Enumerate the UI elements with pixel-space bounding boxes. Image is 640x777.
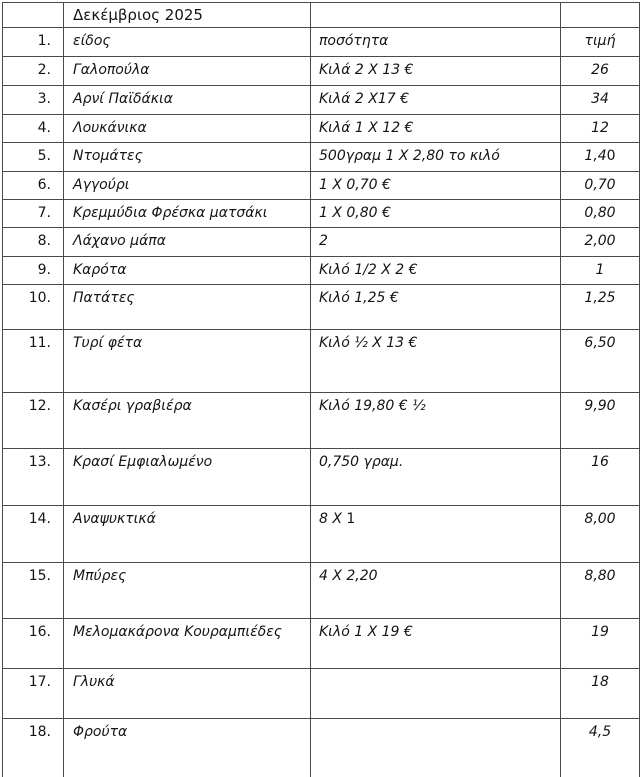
price-cell: 8,80 [561,563,640,619]
qty-cell: 2 [311,228,561,257]
qty-italic-part: 8 X [319,511,347,527]
item-cell: Κασέρι γραβιέρα [64,393,311,449]
qty-cell [311,669,561,719]
item-cell: Μελομακάρονα Κουραμπιέδες [64,619,311,669]
item-cell: Γλυκά [64,669,311,719]
item-cell: Μπύρες [64,563,311,619]
qty-cell: 500γραμ 1 X 2,80 το κιλό [311,143,561,172]
row-number-cell: 1. [3,28,64,57]
qty-cell: Κιλά 1 X 12 € [311,115,561,143]
table-row [3,669,640,719]
table-row [3,393,640,449]
row-number-cell: 11. [3,330,64,393]
price-upright-part: 0 [606,148,616,164]
table-row [3,449,640,506]
price-cell: 2,00 [561,228,640,257]
month-title: Δεκέμβριος 2025 [64,3,311,28]
qty-cell: 1 X 0,80 € [311,200,561,228]
qty-cell: Κιλό 1 X 19 € [311,619,561,669]
table-row [3,719,640,777]
qty-cell: Κιλό 19,80 € ½ [311,393,561,449]
row-number-cell: 14. [3,506,64,563]
row-number-cell [3,3,64,28]
row-number-cell: 5. [3,143,64,172]
row-number-cell: 6. [3,172,64,200]
item-cell: Ντομάτες [64,143,311,172]
price-cell: 1 [561,257,640,285]
table-row [3,330,640,393]
price-cell: 8,00 [561,506,640,563]
item-cell: Κρασί Εμφιαλωμένο [64,449,311,506]
table-row [3,28,640,57]
qty-cell [311,3,561,28]
item-cell: Φρούτα [64,719,311,777]
qty-cell: 1 X 0,70 € [311,172,561,200]
table-row [3,563,640,619]
row-number-cell: 17. [3,669,64,719]
price-cell: 0,80 [561,200,640,228]
price-cell: 9,90 [561,393,640,449]
row-number-cell: 2. [3,57,64,86]
table-row [3,200,640,228]
price-cell: 1,25 [561,285,640,330]
shopping-list-table [2,2,640,777]
item-cell: Αγγούρι [64,172,311,200]
table-row [3,172,640,200]
item-cell: Λάχανο μάπα [64,228,311,257]
table-row [3,506,640,563]
qty-cell: Κιλά 2 X17 € [311,86,561,115]
row-number-cell: 18. [3,719,64,777]
table-row [3,143,640,172]
row-number-cell: 13. [3,449,64,506]
row-number-cell: 15. [3,563,64,619]
item-cell: Τυρί φέτα [64,330,311,393]
price-cell: 12 [561,115,640,143]
table-row [3,228,640,257]
item-cell: Λουκάνικα [64,115,311,143]
qty-cell [311,506,561,563]
price-cell: 34 [561,86,640,115]
row-number-cell: 4. [3,115,64,143]
price-cell: τιμή [561,28,640,57]
qty-cell: Κιλό 1/2 X 2 € [311,257,561,285]
price-cell [561,143,640,172]
qty-cell: Κιλό 1,25 € [311,285,561,330]
qty-cell: ποσότητα [311,28,561,57]
price-cell: 19 [561,619,640,669]
qty-cell: 0,750 γραμ. [311,449,561,506]
qty-upright-part: 1 [346,511,356,527]
price-cell: 0,70 [561,172,640,200]
price-cell: 18 [561,669,640,719]
row-number-cell: 7. [3,200,64,228]
row-number-cell: 10. [3,285,64,330]
qty-cell [311,719,561,777]
price-cell: 6,50 [561,330,640,393]
item-cell: Γαλοπούλα [64,57,311,86]
item-cell: Κρεμμύδια Φρέσκα ματσάκι [64,200,311,228]
qty-cell: Κιλά 2 X 13 € [311,57,561,86]
table-row [3,115,640,143]
item-cell: Αναψυκτικά [64,506,311,563]
row-number-cell: 3. [3,86,64,115]
qty-cell: 4 X 2,20 [311,563,561,619]
price-cell: 16 [561,449,640,506]
table-row [3,285,640,330]
row-number-cell: 8. [3,228,64,257]
table-row [3,619,640,669]
item-cell: Αρνί Παϊδάκια [64,86,311,115]
item-cell: Καρότα [64,257,311,285]
row-number-cell: 9. [3,257,64,285]
price-cell: 26 [561,57,640,86]
qty-cell: Κιλό ½ X 13 € [311,330,561,393]
table-row [3,86,640,115]
price-cell [561,3,640,28]
table-row [3,257,640,285]
row-number-cell: 16. [3,619,64,669]
title-row [3,3,640,28]
row-number-cell: 12. [3,393,64,449]
item-cell: είδος [64,28,311,57]
item-cell: Πατάτες [64,285,311,330]
price-cell: 4,5 [561,719,640,777]
price-italic-part: 1,4 [584,148,607,164]
table-row [3,57,640,86]
